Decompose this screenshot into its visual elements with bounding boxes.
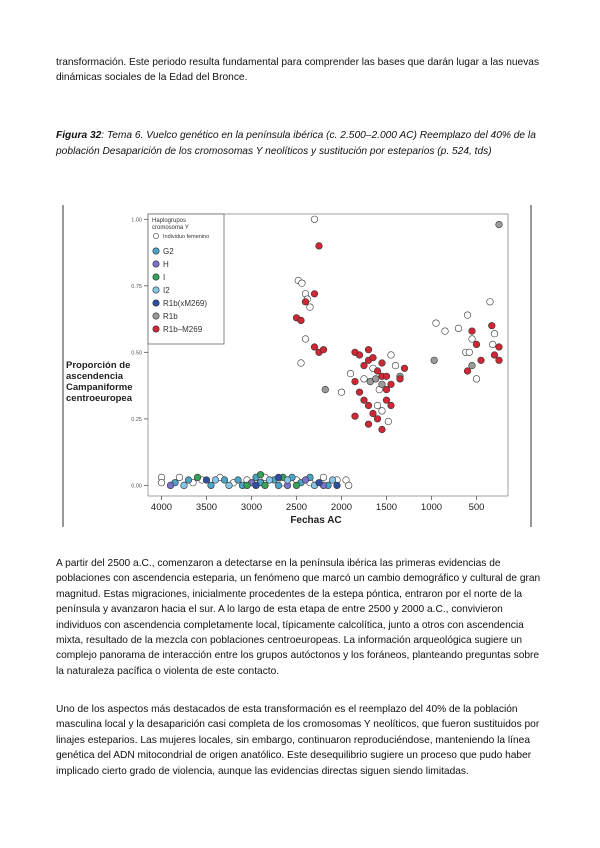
legend-marker — [153, 287, 159, 293]
legend-label: R1b(xM269) — [163, 299, 208, 308]
data-point-female — [388, 352, 395, 359]
data-point-female — [464, 312, 471, 319]
data-point-female — [487, 299, 494, 306]
x-axis-label: Fechas AC — [290, 515, 342, 526]
data-point-r1b-xm269- — [316, 479, 323, 486]
figure-chart — [62, 205, 532, 527]
data-point-r1b-m269 — [311, 291, 318, 298]
data-point-h — [302, 477, 309, 484]
data-point-female — [491, 330, 498, 337]
data-point-r1b — [431, 357, 438, 364]
data-point-i2 — [226, 482, 233, 489]
data-point-female — [489, 341, 496, 348]
data-point-female — [338, 389, 345, 396]
data-point-r1b-m269 — [379, 426, 386, 433]
legend-marker — [153, 248, 159, 254]
data-point-r1b-m269 — [383, 386, 390, 393]
data-point-female — [374, 402, 381, 409]
data-point-female — [455, 325, 462, 332]
data-point-r1b-m269 — [356, 352, 363, 359]
data-point-r1b-m269 — [388, 402, 395, 409]
x-tick-label: 4000 — [150, 502, 173, 513]
data-point-r1b-xm269- — [253, 482, 260, 489]
data-point-r1b-m269 — [365, 346, 372, 353]
data-point-h — [167, 482, 174, 489]
data-point-g2 — [185, 477, 192, 484]
legend-label: H — [163, 260, 169, 269]
data-point-i2 — [212, 477, 219, 484]
legend-label: I2 — [163, 286, 170, 295]
data-point-r1b — [496, 221, 503, 228]
data-point-i — [194, 474, 201, 481]
data-point-r1b-m269 — [298, 317, 305, 324]
data-point-r1b-xm269- — [203, 477, 210, 484]
data-point-r1b-m269 — [397, 376, 404, 383]
data-point-r1b-m269 — [320, 346, 327, 353]
data-point-r1b-m269 — [383, 397, 390, 404]
data-point-female — [302, 336, 309, 343]
data-point-i2 — [181, 482, 188, 489]
data-point-i — [257, 471, 264, 478]
legend-label: G2 — [163, 247, 174, 256]
data-point-r1b-m269 — [379, 360, 386, 367]
x-tick-label: 500 — [468, 502, 485, 513]
data-point-r1b-m269 — [473, 341, 480, 348]
data-point-r1b-m269 — [383, 373, 390, 380]
paragraph-intro: transformación. Este periodo resulta fundamental para comprender las bases que darán lugar a las nuevas dinámicas sociales de la Edad del Bronce. — [56, 57, 540, 84]
data-point-female — [298, 360, 305, 367]
legend-label: R1b–M269 — [163, 325, 203, 334]
data-point-r1b-m269 — [374, 416, 381, 423]
data-point-r1b-m269 — [496, 344, 503, 351]
data-point-female — [176, 474, 183, 481]
data-point-female — [347, 370, 354, 377]
data-point-female — [392, 362, 399, 369]
x-tick-label: 3000 — [240, 502, 263, 513]
x-tick-label: 2000 — [330, 502, 353, 513]
x-tick-label: 1500 — [375, 502, 398, 513]
legend-marker — [153, 233, 158, 238]
legend-marker — [153, 313, 159, 319]
y-axis-label-line-2: ascendencia — [66, 371, 124, 382]
data-point-female — [158, 479, 165, 486]
y-tick-label: 0.50 — [131, 350, 142, 357]
figure-caption — [56, 128, 546, 159]
data-point-i2 — [329, 477, 336, 484]
data-point-r1b-m269 — [370, 410, 377, 417]
legend-marker — [153, 261, 159, 267]
data-point-female — [473, 376, 480, 383]
data-point-r1b-m269 — [302, 299, 309, 306]
data-point-r1b-m269 — [365, 402, 372, 409]
data-point-female — [299, 280, 306, 287]
data-point-r1b-m269 — [478, 357, 485, 364]
paragraph-one: A partir del 2500 a.C., comenzaron a detectarse en la península ibérica las primeras evidencias de poblaciones con ascendencia esteparia, un fenómeno que marcó un cambio demográfico y cultural de gran magnitud. Estas migraciones, inicialmente procedentes de la estepa póntica, entraron por el norte de la península y avanzaron hacia el sur. A lo largo de esta etapa de entre 2500 y 2000 a.C., convivieron individuos con ascendencia completamente local, típicamente calcolítica, junto a otros con ascendencia mixta, resultado de la mezcla con poblaciones centroeuropeas. La información arqueológica sugiere un complejo panorama de interacción entre los grupos autóctonos y los foráneos, planteando preguntas sobre la naturaleza pacífica o violenta de este contacto. — [56, 558, 541, 677]
y-axis-label-line-3: Campaniforme — [66, 382, 133, 393]
data-point-g2 — [208, 482, 215, 489]
data-point-i — [262, 482, 269, 489]
y-axis-label-line-1: Proporción de — [66, 360, 131, 371]
data-point-r1b — [372, 376, 379, 383]
legend-label: I — [163, 273, 166, 282]
scatter-chart — [62, 205, 532, 527]
data-point-female — [433, 320, 440, 327]
y-tick-label: 0.00 — [131, 483, 142, 490]
data-point-female — [466, 349, 473, 356]
data-point-female — [311, 216, 318, 223]
data-point-r1b-m269 — [361, 397, 368, 404]
legend-marker — [153, 300, 159, 306]
data-point-r1b-m269 — [352, 413, 359, 420]
legend-label: R1b — [163, 312, 178, 321]
data-point-r1b-m269 — [388, 381, 395, 388]
data-point-r1b-m269 — [489, 322, 496, 329]
legend-marker — [153, 274, 159, 280]
data-point-r1b — [322, 386, 329, 393]
data-point-i — [244, 482, 251, 489]
legend-label: Individuo femenino — [163, 234, 210, 240]
data-point-g2 — [221, 477, 228, 484]
y-tick-label: 1.00 — [131, 217, 142, 224]
y-tick-label: 0.75 — [131, 283, 142, 290]
y-tick-label: 0.25 — [131, 416, 142, 423]
data-point-r1b-m269 — [469, 328, 476, 335]
data-point-g2 — [235, 477, 242, 484]
data-point-i2 — [266, 477, 273, 484]
legend-title-line-1: Haplogrupos — [152, 218, 187, 224]
data-point-female — [442, 328, 449, 335]
data-point-female — [307, 304, 314, 311]
data-point-r1b-xm269- — [334, 482, 341, 489]
legend-title-line-2: cromosoma Y — [152, 225, 189, 231]
data-point-r1b-m269 — [352, 378, 359, 385]
data-point-r1b-m269 — [365, 421, 372, 428]
data-point-r1b-m269 — [401, 365, 408, 372]
data-point-r1b-m269 — [356, 389, 363, 396]
data-point-r1b-m269 — [374, 368, 381, 375]
data-point-r1b — [379, 381, 386, 388]
data-point-r1b-m269 — [496, 357, 503, 364]
caption-text: : Tema 6. Vuelco genético en la península ibérica (c. 2.500–2.000 AC) Reemplazo del 40% de la población Desaparición de los cromosomas Y neolíticos y sustitución por esteparios (p. 524, tds) — [56, 130, 536, 157]
data-point-r1b-m269 — [316, 243, 323, 250]
data-point-female — [379, 408, 386, 415]
data-point-i2 — [284, 477, 291, 484]
x-tick-label: 1000 — [420, 502, 443, 513]
data-point-female — [320, 474, 327, 481]
data-point-female — [345, 482, 352, 489]
data-point-r1b-m269 — [311, 344, 318, 351]
data-point-female — [361, 376, 368, 383]
x-tick-label: 3500 — [195, 502, 218, 513]
data-point-r1b-m269 — [361, 362, 368, 369]
legend-marker — [153, 326, 159, 332]
paragraph-two: Uno de los aspectos más destacados de esta transformación es el reemplazo del 40% de la población masculina local y la desaparición casi completa de los cromosomas Y neolíticos, que fueron sustituidos por linajes esteparios. Las mujeres locales, sin embargo, continuaron reproduciéndose, manteniendo la línea genética del ADN mitocondrial de origen anatólico. Este desequilibrio sugiere un proceso que pudo haber implicado cierto grado de violencia, aunque las evidencias directas siguen siendo limitadas. — [56, 704, 540, 777]
data-point-r1b-m269 — [370, 354, 377, 361]
figure-label: Figura 32 — [56, 130, 102, 141]
data-point-female — [385, 418, 392, 425]
data-point-i — [293, 482, 300, 489]
data-point-r1b-m269 — [491, 352, 498, 359]
data-point-r1b — [469, 362, 476, 369]
data-point-r1b-xm269- — [275, 474, 282, 481]
x-tick-label: 2500 — [285, 502, 308, 513]
data-point-female — [469, 336, 476, 343]
y-axis-label-line-4: centroeuropea — [66, 393, 132, 404]
data-point-g2 — [275, 482, 282, 489]
data-point-r1b-m269 — [464, 368, 471, 375]
